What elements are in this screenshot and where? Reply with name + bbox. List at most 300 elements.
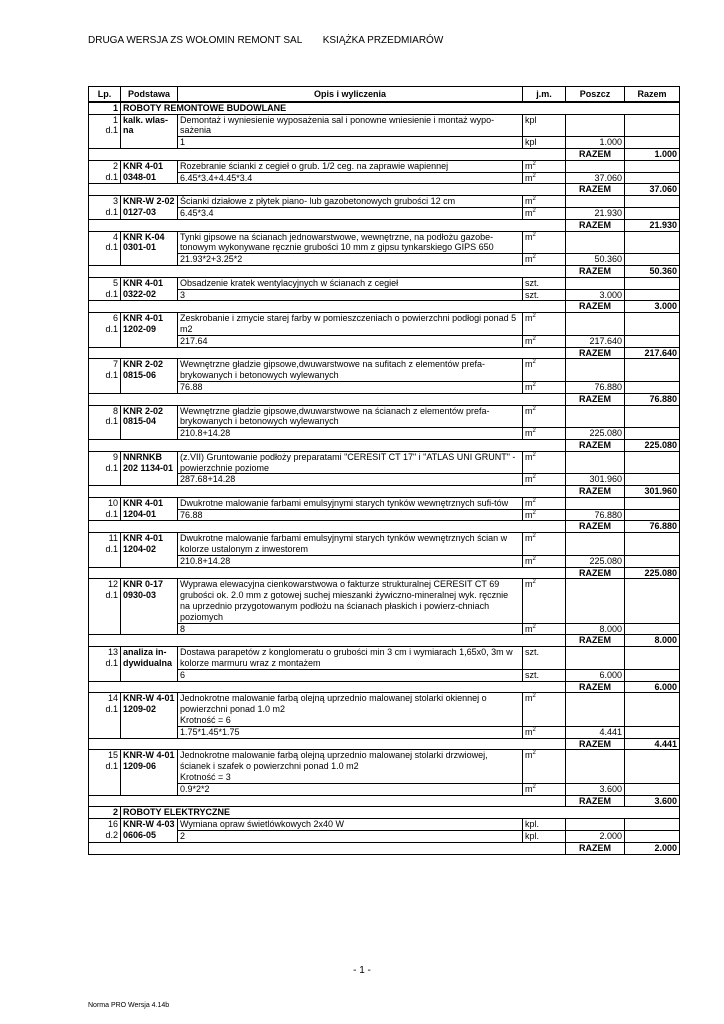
sum-blank [89,635,566,647]
sum-value: 1.000 [625,148,680,160]
sum-row [89,265,680,277]
item-total-blank [625,231,680,254]
superscript-two: 2 [532,335,536,342]
table-body [89,102,680,854]
item-basis: KNR 4-01 0348-01 [121,160,178,184]
table-row [89,160,680,172]
sum-blank [89,738,566,750]
item-quantity: 3.600 [566,783,625,795]
table-row [89,196,680,208]
column-header-podstawa: Podstawa [121,87,178,102]
item-calculation: 6.45*3.4+4.45*3.4 [178,172,523,184]
item-calc-blank [625,381,680,393]
item-quantity-blank [566,313,625,336]
sum-row [89,439,680,451]
item-section-ref: d.1 [105,416,118,427]
item-calc-unit: $m^2$ [523,381,566,393]
sum-value: 217.640 [625,347,680,359]
item-calc-blank [625,474,680,486]
item-calc-blank [625,172,680,184]
item-quantity-blank [566,451,625,474]
table-row [89,277,680,289]
sum-label: RAZEM [566,184,625,196]
table-row-calculation [89,474,680,486]
table-row-calculation [89,783,680,795]
sum-value: 3.600 [625,795,680,807]
table-row-calculation [89,428,680,440]
item-quantity: 76.880 [566,509,625,521]
item-description: Tynki gipsowe na ścianach jednowarstwowe, wewnętrzne, na podłożu gazobe-tonowym wykonywane ręcznie grubości 10 mm z gipsu tynkarskiego GIPS 650 [180,231,494,253]
sum-blank [89,439,566,451]
item-total-blank [625,313,680,336]
sum-value: 2.000 [625,842,680,854]
item-number: 11 [108,533,118,544]
item-quantity-blank [566,750,625,783]
sum-row [89,393,680,405]
item-number-cell [89,497,121,521]
item-number: 8 [112,405,118,416]
sum-value: 4.441 [625,738,680,750]
item-quantity-blank [566,497,625,509]
item-calculation: 0.9*2*2 [178,783,523,795]
item-calc-unit: szt. [523,289,566,301]
item-unit: kpl [523,114,566,137]
sum-row [89,486,680,498]
item-total-blank [625,693,680,726]
item-section-ref: d.1 [105,206,118,217]
column-header-opis: Opis i wyliczenia [178,87,523,102]
item-number: 13 [107,647,118,658]
item-calculation: 76.88 [178,509,523,521]
superscript-two: 2 [532,533,536,540]
item-calculation: 210.8+14.28 [178,555,523,567]
item-description-cell [178,160,523,172]
item-description: Jednokrotne malowanie farbą olejną uprzednio malowanej stolarki drzwiowej, ścianek i szafek o powierzchni ponad 1.0 m2 [180,750,488,772]
item-calc-unit: $m^2$ [523,207,566,219]
sum-blank [89,148,566,160]
sum-label: RAZEM [566,681,625,693]
item-unit: $m^2$ [523,405,566,428]
item-total-blank [625,750,680,783]
sum-row [89,219,680,231]
item-number: 5 [112,277,118,288]
item-calc-blank [625,623,680,635]
sum-value: 37.060 [625,184,680,196]
item-calc-blank [625,726,680,738]
column-header-jm: j.m. [523,87,566,102]
item-number: 4 [112,231,118,242]
item-unit: $m^2$ [523,313,566,336]
sum-blank [89,219,566,231]
item-calc-unit: $m^2$ [523,172,566,184]
item-calculation: 21.93*2+3.25*2 [178,254,523,266]
item-quantity-blank [566,819,625,831]
item-total-blank [625,160,680,172]
sum-blank [89,567,566,579]
item-calc-blank [625,254,680,266]
item-calc-unit: kpl [523,137,566,149]
item-unit: $m^2$ [523,497,566,509]
item-number: 14 [107,693,118,704]
sum-value: 76.880 [625,521,680,533]
table-row [89,750,680,783]
sum-label: RAZEM [566,842,625,854]
item-unit: $m^2$ [523,196,566,208]
table-row-calculation [89,289,680,301]
table-row [89,579,680,623]
item-quantity-blank [566,231,625,254]
table-row [89,114,680,137]
sum-label: RAZEM [566,219,625,231]
item-quantity: 1.000 [566,137,625,149]
item-calculation: 76.88 [178,381,523,393]
table-row [89,313,680,336]
item-calc-blank [625,137,680,149]
item-section-ref: d.1 [105,658,118,669]
item-total-blank [625,277,680,289]
sum-blank [89,521,566,533]
item-number-cell [89,533,121,567]
item-calculation: 6.45*3.4 [178,207,523,219]
item-multiplier: Krotność = 3 [180,772,231,783]
item-section-ref: d.1 [105,508,118,519]
table-row-calculation [89,254,680,266]
item-number: 9 [112,451,118,462]
item-calc-blank [625,207,680,219]
item-calculation: 6 [178,669,523,681]
sum-blank [89,301,566,313]
item-section-ref: d.1 [105,544,118,555]
item-number: 1 [112,114,118,125]
item-quantity-blank [566,533,625,556]
column-header-poszcz: Poszcz [566,87,625,102]
superscript-two: 2 [532,359,536,366]
item-basis: KNR-W 4-01 1209-02 [121,693,178,738]
item-calc-blank [625,783,680,795]
item-description: (z.VII) Gruntowanie podłoży preparatami "CERESIT CT 17" i "ATLAS UNI GRUNT" - powierzchnie poziome [180,451,516,473]
item-description: Wewnętrzne gładzie gipsowe,dwuwarstwowe na ścianach z elementów prefa-brykowanych i betonowych wylewanych [180,405,490,427]
item-calc-unit: $m^2$ [523,783,566,795]
item-calculation: 287.68+14.28 [178,474,523,486]
section-number: 2 [89,807,121,819]
item-quantity-blank [566,405,625,428]
item-total-blank [625,359,680,382]
table-row-calculation [89,509,680,521]
table-row [89,819,680,831]
item-description-cell [178,451,523,474]
item-number: 6 [112,313,118,324]
sum-row [89,842,680,854]
item-calculation: 210.8+14.28 [178,428,523,440]
item-number: 16 [107,819,118,830]
superscript-two: 2 [532,254,536,261]
item-section-ref: d.2 [105,830,118,840]
sum-value: 225.080 [625,439,680,451]
item-total-blank [625,405,680,428]
item-quantity: 37.060 [566,172,625,184]
sum-label: RAZEM [566,393,625,405]
item-description-cell [178,114,523,137]
table-row [89,647,680,670]
page-number: - 1 - [353,965,371,976]
item-number-cell [89,693,121,738]
item-description: Zeskrobanie i zmycie starej farby w pomieszczeniach o powierzchni podłogi ponad 5 m2 [180,313,517,334]
item-quantity: 6.000 [566,669,625,681]
item-section-ref: d.1 [105,704,118,715]
item-description: Jednokrotne malowanie farbą olejną uprzednio malowanej stolarki okiennej o powierzchni ponad 1.0 m2 [180,693,487,715]
software-version: Norma PRO Wersja 4.14b [88,1002,170,1009]
sum-label: RAZEM [566,567,625,579]
sum-blank [89,393,566,405]
sum-label: RAZEM [566,521,625,533]
item-unit: $m^2$ [523,451,566,474]
item-basis: KNR 4-01 1202-09 [121,313,178,347]
sum-row [89,184,680,196]
superscript-two: 2 [532,405,536,412]
superscript-two: 2 [532,579,536,586]
sum-blank [89,681,566,693]
item-number: 3 [112,196,118,207]
item-quantity: 4.441 [566,726,625,738]
item-basis: KNR-W 4-01 1209-06 [121,750,178,795]
sum-label: RAZEM [566,795,625,807]
table-row [89,451,680,474]
item-calc-unit: kpl. [523,831,566,843]
item-total-blank [625,497,680,509]
item-section-ref: d.1 [105,242,118,253]
superscript-two: 2 [532,783,536,790]
item-calc-unit: $m^2$ [523,474,566,486]
item-calc-unit: $m^2$ [523,254,566,266]
sum-blank [89,184,566,196]
item-description: Ścianki działowe z płytek piano- lub gazobetonowych grubości 12 cm [180,196,456,207]
superscript-two: 2 [532,623,536,630]
superscript-two: 2 [532,428,536,435]
item-quantity: 217.640 [566,335,625,347]
item-total-blank [625,647,680,670]
item-description-cell [178,819,523,831]
item-quantity-blank [566,647,625,670]
item-number-cell [89,750,121,795]
sum-label: RAZEM [566,347,625,359]
item-description: Demontaż i wyniesienie wyposażenia sal i ponowne wniesienie i montaż wypo-sażenia [180,114,495,136]
column-header-lp: Lp. [89,87,121,102]
table-row-calculation [89,335,680,347]
item-unit: $m^2$ [523,579,566,623]
item-section-ref: d.1 [105,323,118,334]
item-section-ref: d.1 [105,171,118,182]
sum-row [89,347,680,359]
item-calc-unit: $m^2$ [523,726,566,738]
sum-row [89,738,680,750]
item-number: 7 [112,359,118,370]
item-quantity: 2.000 [566,831,625,843]
item-description-cell [178,405,523,428]
item-calc-blank [625,335,680,347]
item-description-cell [178,647,523,670]
item-calc-blank [625,669,680,681]
item-description: Wymiana opraw świetlówkowych 2x40 W [180,819,344,830]
item-calculation: 2 [178,831,523,843]
item-calc-blank [625,831,680,843]
item-quantity: 50.360 [566,254,625,266]
sum-label: RAZEM [566,635,625,647]
item-calc-unit: $m^2$ [523,555,566,567]
superscript-two: 2 [532,196,536,203]
item-calc-blank [625,509,680,521]
superscript-two: 2 [532,555,536,562]
item-calculation: 3 [178,289,523,301]
item-number-cell [89,359,121,393]
item-unit: $m^2$ [523,693,566,726]
item-basis: KNR 2-02 0815-06 [121,359,178,393]
item-calc-unit: $m^2$ [523,623,566,635]
superscript-two: 2 [532,207,536,214]
item-number-cell [89,231,121,265]
sum-value: 8.000 [625,635,680,647]
table-row [89,497,680,509]
section-title: ROBOTY ELEKTRYCZNE [121,807,680,819]
sum-label: RAZEM [566,301,625,313]
item-unit: $m^2$ [523,750,566,783]
item-section-ref: d.1 [105,370,118,381]
item-basis: analiza in-dywidualna [121,647,178,681]
item-unit: szt. [523,277,566,289]
item-number-cell [89,313,121,347]
item-unit: $m^2$ [523,160,566,172]
item-number-cell [89,819,121,843]
sum-value: 3.000 [625,301,680,313]
item-calculation: 8 [178,623,523,635]
item-basis: KNR 0-17 0930-03 [121,579,178,635]
item-section-ref: d.1 [105,462,118,473]
sum-value: 76.880 [625,393,680,405]
item-unit: kpl. [523,819,566,831]
item-description-cell [178,579,523,623]
table-row-calculation [89,172,680,184]
item-quantity: 3.000 [566,289,625,301]
sum-row [89,567,680,579]
superscript-two: 2 [532,726,536,733]
sum-value: 301.960 [625,486,680,498]
item-quantity: 76.880 [566,381,625,393]
item-total-blank [625,533,680,556]
sum-row [89,635,680,647]
item-description-cell [178,313,523,336]
item-quantity: 225.080 [566,428,625,440]
sum-value: 225.080 [625,567,680,579]
section-title: ROBOTY REMONTOWE BUDOWLANE [121,102,680,114]
item-section-ref: d.1 [105,125,118,136]
item-calc-unit: szt. [523,669,566,681]
table-row-calculation [89,831,680,843]
item-description: Obsadzenie kratek wentylacyjnych w ścianach z cegieł [180,277,399,288]
item-calc-blank [625,555,680,567]
item-quantity: 8.000 [566,623,625,635]
item-number-cell [89,579,121,635]
superscript-two: 2 [532,451,536,458]
item-basis: KNR 2-02 0815-04 [121,405,178,439]
item-description: Wyprawa elewacyjna cienkowarstwowa o fakturze strukturalnej CERESIT CT 69 grubości ok. 2.0 mm z gotowej suchej mieszanki żywiczno-mineralnej wyk. ręcznie na uprzednio przygotowanym podłożu na ścianach płaskich i powierz-chniach poziomych [180,579,509,622]
item-number: 12 [107,579,118,590]
item-description-cell [178,497,523,509]
item-unit: szt. [523,647,566,670]
section-number: 1 [89,102,121,114]
item-quantity-blank [566,277,625,289]
item-description-cell [178,231,523,254]
item-number: 2 [112,160,118,171]
item-total-blank [625,579,680,623]
sum-row [89,148,680,160]
superscript-two: 2 [532,231,536,238]
item-description: Dostawa parapetów z konglomeratu o grubości min 3 cm i wymiarach 1,65x0, 3m w kolorze marmuru wraz z montażem [180,647,513,669]
sum-label: RAZEM [566,738,625,750]
superscript-two: 2 [532,693,536,700]
item-calculation: 217.64 [178,335,523,347]
item-number-cell [89,277,121,301]
item-number-cell [89,405,121,439]
table-row [89,533,680,556]
item-quantity-blank [566,160,625,172]
item-calc-blank [625,428,680,440]
sum-row [89,301,680,313]
superscript-two: 2 [532,497,536,504]
sum-label: RAZEM [566,486,625,498]
sum-label: RAZEM [566,439,625,451]
item-number-cell [89,160,121,184]
superscript-two: 2 [532,509,536,516]
table-row [89,405,680,428]
item-number-cell [89,196,121,220]
page-header [88,35,443,46]
item-description-cell [178,277,523,289]
item-basis: kalk. wlas-na [121,114,178,148]
table-row [89,359,680,382]
item-multiplier: Krotność = 6 [180,715,231,726]
item-number-cell [89,647,121,681]
item-number: 10 [107,497,118,508]
table-row-calculation [89,623,680,635]
item-quantity-blank [566,359,625,382]
item-basis: NNRNKB 202 1134-01 [121,451,178,485]
item-calculation: 1.75*1.45*1.75 [178,726,523,738]
superscript-two: 2 [532,474,536,481]
item-basis: KNR K-04 0301-01 [121,231,178,265]
item-quantity-blank [566,114,625,137]
bill-of-quantities-table [88,86,680,855]
item-calc-unit: $m^2$ [523,509,566,521]
item-calc-blank [625,289,680,301]
item-section-ref: d.1 [105,590,118,601]
item-quantity: 301.960 [566,474,625,486]
sum-row [89,521,680,533]
item-number-cell [89,114,121,148]
item-quantity-blank [566,196,625,208]
section-row [89,102,680,114]
item-calculation: 1 [178,137,523,149]
item-number: 15 [107,750,118,761]
item-quantity-blank [566,579,625,623]
item-description-cell [178,359,523,382]
sum-row [89,795,680,807]
superscript-two: 2 [532,172,536,179]
item-calc-unit: $m^2$ [523,428,566,440]
table-row [89,693,680,726]
sum-blank [89,347,566,359]
sum-blank [89,842,566,854]
item-description: Dwukrotne malowanie farbami emulsyjnymi starych tynków wewnętrznych sufi-tów [180,497,509,508]
table-row-calculation [89,137,680,149]
